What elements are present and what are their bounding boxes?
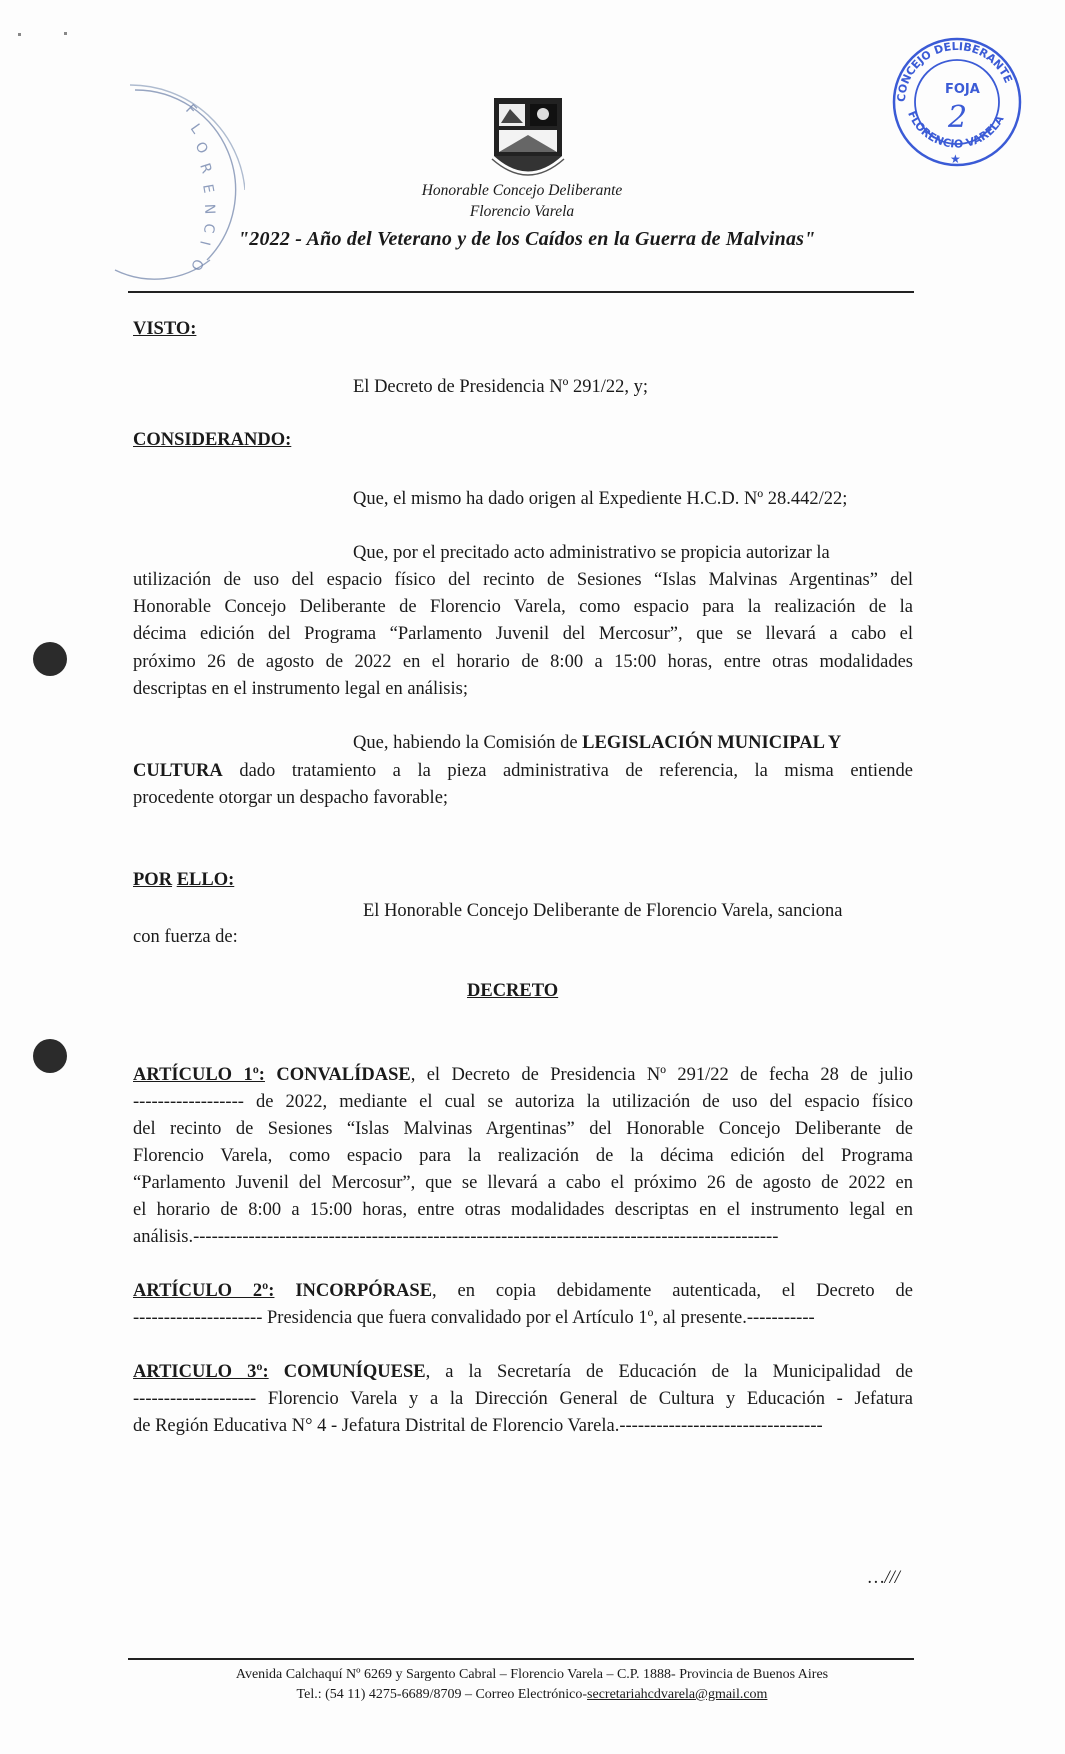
p3-text: dado tratamiento a la pieza administrativa de referencia, la misma entiende bbox=[222, 761, 913, 781]
article-2-line1 bbox=[133, 1280, 913, 1302]
article-label: ARTÍCULO 1º: bbox=[133, 1065, 265, 1085]
por-ello-text: El Honorable Concejo Deliberante de Florencio Varela, sanciona bbox=[363, 901, 843, 921]
scan-mark bbox=[64, 32, 67, 35]
svg-text:L: L bbox=[186, 121, 205, 137]
article-1-line: ------------------ de 2022, mediante el cual se autoriza la utilización de uso del espacio físico bbox=[133, 1092, 913, 1112]
institution-name: Honorable Concejo Deliberante bbox=[421, 182, 623, 199]
considerando-p3-line3: procedente otorgar un despacho favorable; bbox=[133, 788, 449, 808]
article-2-line: --------------------- Presidencia que fuera convalidado por el Artículo 1º, al presente.----------- bbox=[133, 1308, 815, 1328]
article-label: ARTICULO 3º: bbox=[133, 1362, 269, 1382]
svg-text:F: F bbox=[182, 101, 200, 119]
considerando-p2-line: utilización de uso del espacio físico del recinto de Sesiones “Islas Malvinas Argentinas” del bbox=[133, 570, 913, 590]
article-text: , el Decreto de Presidencia Nº 291/22 de fecha 28 de julio bbox=[410, 1065, 914, 1085]
visto-heading: VISTO: bbox=[133, 319, 197, 339]
stamp-star-icon: ★ bbox=[950, 152, 961, 166]
stamp-top-text: CONCEJO DELIBERANTE bbox=[894, 39, 1015, 103]
article-1-line: Florencio Varela, como espacio para la realización de la décima edición del Programa bbox=[133, 1146, 913, 1166]
footer-divider bbox=[128, 1658, 914, 1660]
article-1-line: análisis.----------------------------------------------------------------------------------------------- bbox=[133, 1227, 779, 1247]
article-1-line1 bbox=[133, 1064, 913, 1086]
footer-phone: Tel.: (54 11) 4275-6689/8709 – Correo Electrónico- bbox=[296, 1687, 588, 1702]
binder-hole bbox=[33, 1039, 67, 1073]
svg-text:C: C bbox=[199, 222, 217, 234]
article-verb: INCORPÓRASE bbox=[295, 1281, 433, 1301]
stamp-foja-number: 2 bbox=[948, 100, 968, 135]
svg-text:R: R bbox=[196, 161, 215, 176]
considerando-p2-line: próximo 26 de agosto de 2022 en el horario de 8:00 a 15:00 horas, entre otras modalidades bbox=[133, 652, 913, 672]
year-motto: "2022 - Año del Veterano y de los Caídos en la Guerra de Malvinas" bbox=[238, 228, 816, 250]
header-divider bbox=[128, 291, 914, 293]
stamp-foja-label: FOJA bbox=[945, 82, 980, 97]
svg-text:N: N bbox=[201, 203, 218, 215]
article-text: , en copia debidamente autenticada, el Decreto de bbox=[432, 1281, 914, 1301]
por-ello-heading bbox=[133, 869, 234, 891]
svg-text:O: O bbox=[187, 256, 207, 273]
article-3-line1 bbox=[133, 1361, 913, 1383]
decreto-title: DECRETO bbox=[467, 981, 559, 1001]
binder-hole bbox=[33, 642, 67, 676]
article-verb: CONVALÍDASE bbox=[276, 1065, 411, 1085]
p3-commission-cont: CULTURA bbox=[133, 761, 223, 781]
scan-mark bbox=[18, 33, 21, 36]
article-1-line: del recinto de Sesiones “Islas Malvinas Argentinas” del Honorable Concejo Deliberante de bbox=[133, 1119, 913, 1139]
coat-of-arms-logo bbox=[490, 95, 566, 180]
por-ello-b: ELLO: bbox=[176, 870, 235, 890]
article-label: ARTÍCULO 2º: bbox=[133, 1281, 275, 1301]
article-3-line: -------------------- Florencio Varela y a la Dirección General de Cultura y Educación - Jefatura bbox=[133, 1389, 913, 1409]
footer-address: Avenida Calchaquí Nº 6269 y Sargento Cabral – Florencio Varela – C.P. 1888- Provincia de Buenos Aires bbox=[235, 1667, 829, 1682]
article-3-line: de Región Educativa N° 4 - Jefatura Distrital de Florencio Varela.--------------------------------- bbox=[133, 1416, 823, 1436]
considerando-heading: CONSIDERANDO: bbox=[133, 430, 292, 450]
considerando-p2-line: décima edición del Programa “Parlamento Juvenil del Mercosur”, que se llevará a cabo el bbox=[133, 624, 913, 644]
considerando-p3-line2 bbox=[133, 760, 913, 782]
left-seal-stamp bbox=[95, 70, 245, 285]
city-name: Florencio Varela bbox=[469, 203, 575, 220]
article-verb: COMUNÍQUESE bbox=[283, 1362, 426, 1382]
por-ello-a: POR bbox=[133, 870, 173, 890]
p3-text: Que, habiendo la Comisión de bbox=[353, 733, 583, 753]
footer-email-link[interactable]: secretariahcdvarela@gmail.com bbox=[587, 1687, 768, 1702]
considerando-paragraph-1: Que, el mismo ha dado origen al Expediente H.C.D. Nº 28.442/22; bbox=[353, 489, 848, 509]
considerando-p3-line1 bbox=[353, 732, 913, 754]
p3-commission: LEGISLACIÓN MUNICIPAL Y bbox=[582, 733, 842, 753]
footer-contact bbox=[152, 1687, 912, 1703]
svg-text:O: O bbox=[191, 139, 211, 157]
por-ello-text2: con fuerza de: bbox=[133, 927, 238, 947]
continuation-mark: …/// bbox=[868, 1568, 900, 1588]
considerando-p2-line: Que, por el precitado acto administrativo se propicia autorizar la bbox=[353, 543, 830, 563]
article-1-line: el horario de 8:00 a 15:00 horas, entre otras modalidades descriptas en el instrumento legal en bbox=[133, 1200, 913, 1220]
considerando-p2-line: descriptas en el instrumento legal en análisis; bbox=[133, 679, 468, 699]
visto-text: El Decreto de Presidencia Nº 291/22, y; bbox=[353, 377, 648, 397]
svg-text:I: I bbox=[196, 239, 213, 247]
article-1-line: “Parlamento Juvenil del Mercosur”, que se llevará a cabo el próximo 26 de agosto de 2022 en bbox=[133, 1173, 913, 1193]
article-text: , a la Secretaría de Educación de la Municipalidad de bbox=[425, 1362, 914, 1382]
foja-stamp bbox=[890, 35, 1024, 169]
considerando-p2-line: Honorable Concejo Deliberante de Florencio Varela, como espacio para la realización de la bbox=[133, 597, 913, 617]
svg-text:E: E bbox=[199, 182, 217, 195]
stamp-bottom-text: FLORENCIO VARELA bbox=[905, 109, 1007, 151]
